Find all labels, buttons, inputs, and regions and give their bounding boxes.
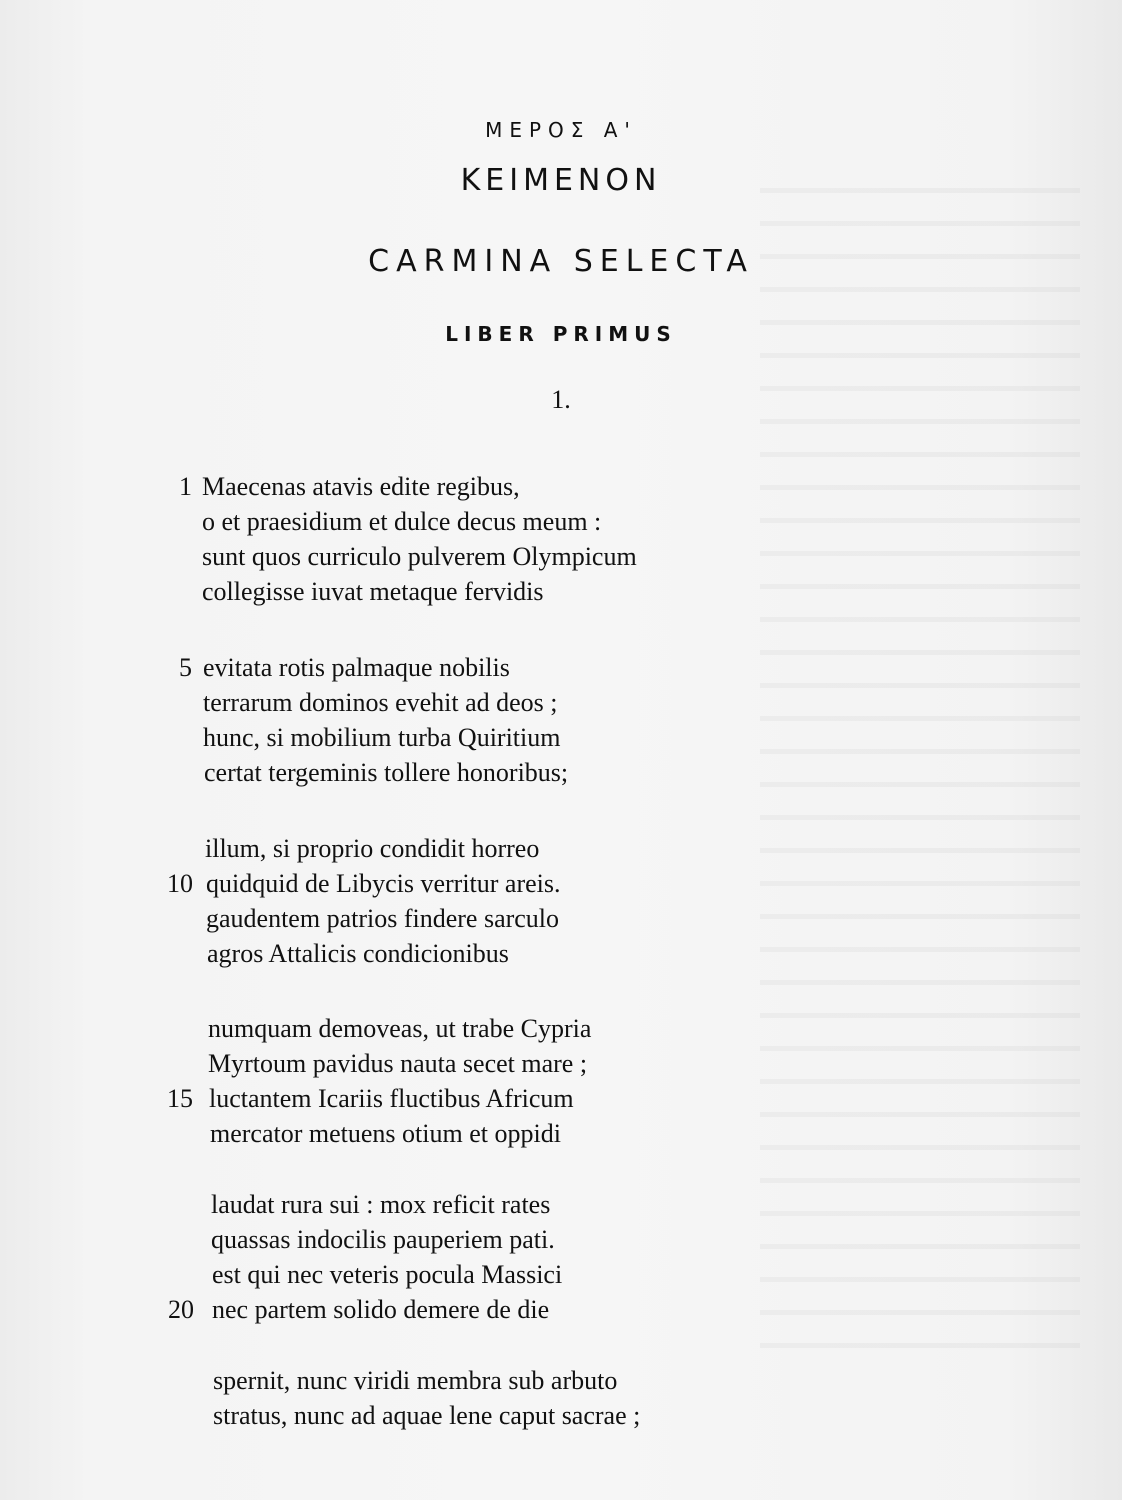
verse-line: quidquid de Libycis verritur areis. [206, 869, 561, 898]
verse-line: nec partem solido demere de die [212, 1295, 550, 1324]
section-heading: ΚΕΙΜΕΝΟΝ [460, 163, 662, 198]
verse-line: spernit, nunc viridi membra sub arbuto [213, 1366, 618, 1395]
verse-line: illum, si proprio condidit horreo [205, 834, 540, 863]
verse-line: stratus, nunc ad aquae lene caput sacrae ; [213, 1401, 641, 1430]
verse-line: Myrtoum pavidus nauta secet mare ; [208, 1049, 588, 1078]
verse-line: numquam demoveas, ut trabe Cypria [208, 1014, 592, 1043]
verse-line: Maecenas atavis edite regibus, [202, 472, 520, 501]
verse-line: quassas indocilis pauperiem pati. [211, 1225, 555, 1254]
line-number: 10 [167, 869, 193, 898]
verse-line: o et praesidium et dulce decus meum : [202, 507, 602, 536]
verse-line: certat tergeminis tollere honoribus; [204, 758, 569, 787]
verse-line: laudat rura sui : mox reficit rates [211, 1190, 551, 1219]
verse-line: terrarum dominos evehit ad deos ; [203, 688, 558, 717]
verse-line: hunc, si mobilium turba Quiritium [203, 723, 561, 752]
line-number: 20 [168, 1295, 194, 1324]
verse-line: est qui nec veteris pocula Massici [212, 1260, 563, 1289]
part-heading: ΜΕΡΟΣ Α' [485, 118, 637, 142]
verse-line: evitata rotis palmaque nobilis [203, 653, 510, 682]
line-number: 5 [179, 653, 192, 682]
poem-number: 1. [551, 385, 571, 414]
verse-line: agros Attalicis condicionibus [207, 939, 509, 968]
verse-line: mercator metuens otium et oppidi [210, 1119, 561, 1148]
line-number: 15 [167, 1084, 193, 1113]
collection-title: CARMINA SELECTA [368, 244, 754, 279]
line-number: 1 [179, 472, 192, 501]
book-title: LIBER PRIMUS [445, 322, 677, 346]
verse-line: gaudentem patrios findere sarculo [206, 904, 560, 933]
verse-line: sunt quos curriculo pulverem Olympicum [202, 542, 637, 571]
verse-line: luctantem Icariis fluctibus Africum [209, 1084, 574, 1113]
verse-line: collegisse iuvat metaque fervidis [202, 577, 544, 606]
